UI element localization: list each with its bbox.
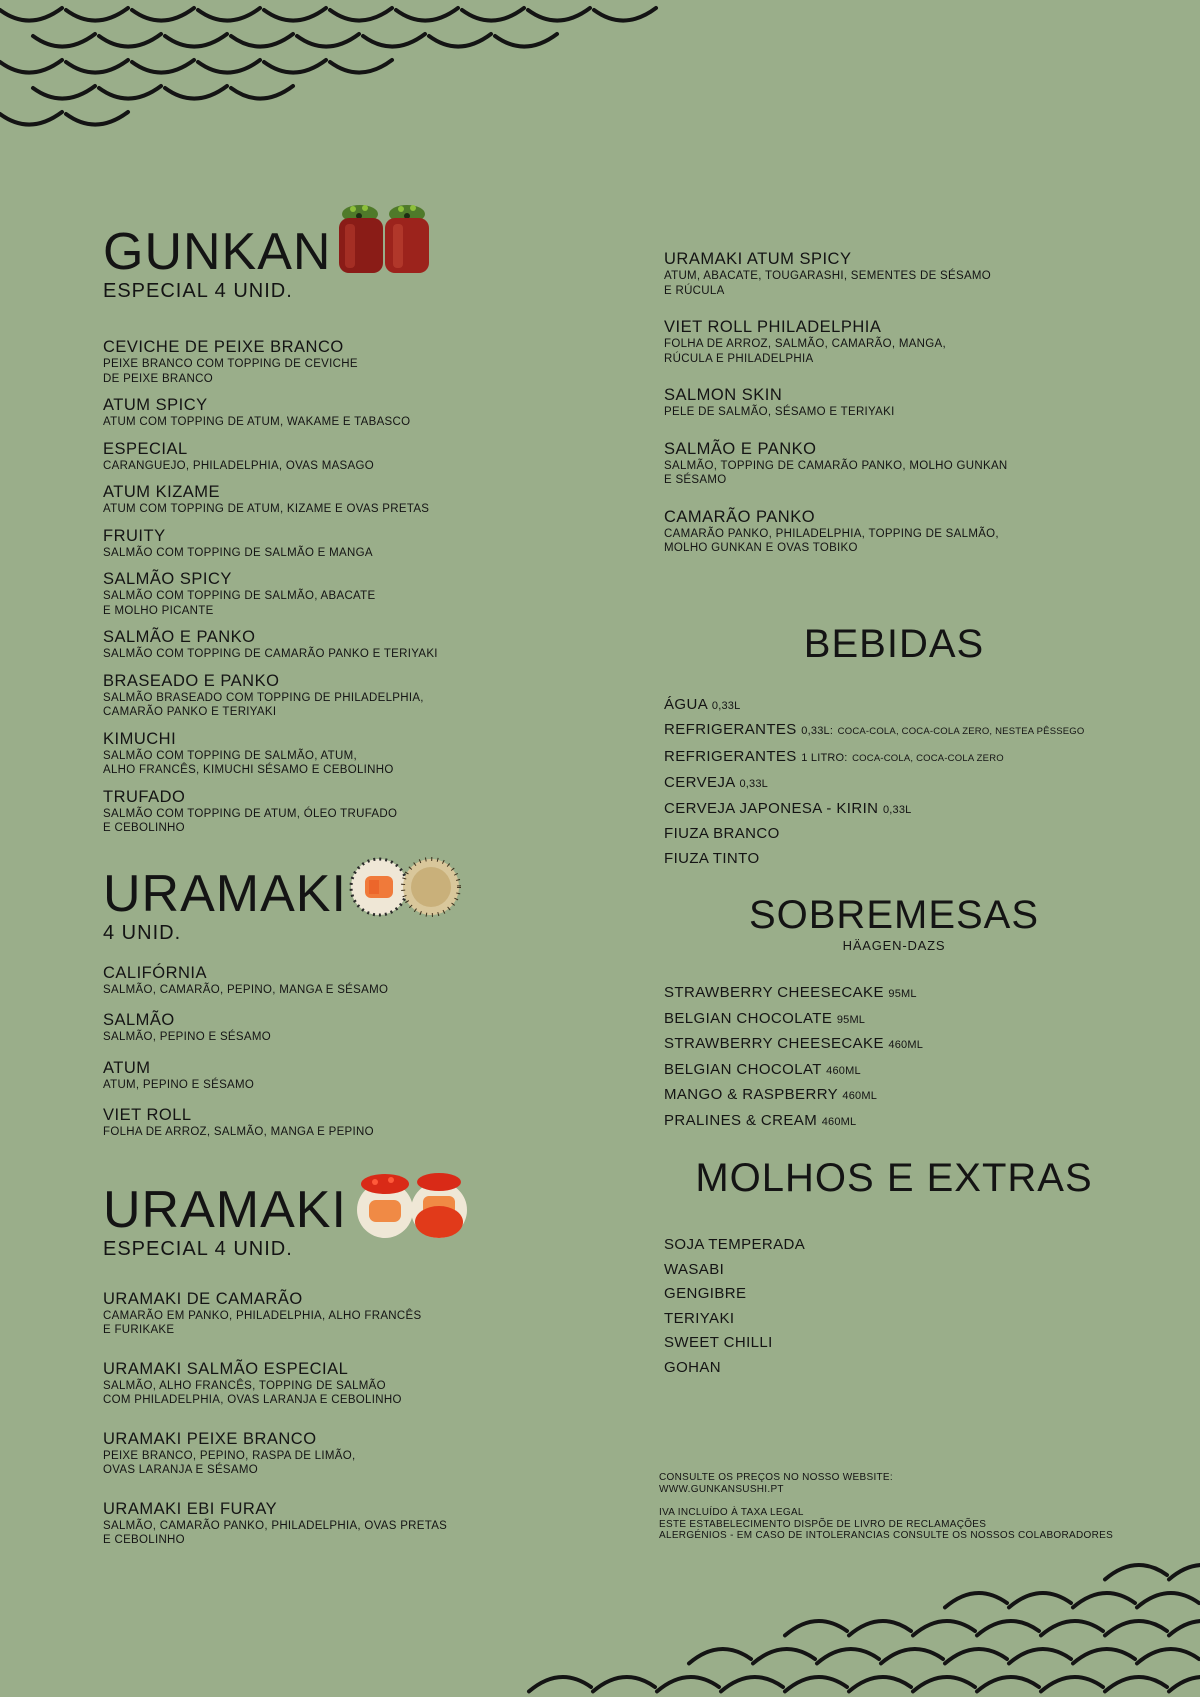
brush-stroke bbox=[785, 1621, 847, 1635]
bebidas-title: BEBIDAS bbox=[803, 621, 985, 666]
item-name: FRUITY bbox=[103, 526, 166, 545]
brush-stroke bbox=[165, 34, 227, 47]
uramaki-especial-title: URAMAKI bbox=[103, 1180, 347, 1239]
brush-stroke bbox=[657, 1677, 719, 1691]
uramaki-especial-cont-list bbox=[664, 250, 1124, 556]
brush-stroke bbox=[198, 8, 260, 21]
list-item bbox=[103, 672, 563, 720]
brush-stroke bbox=[429, 34, 491, 47]
list-item: SWEET CHILLI bbox=[664, 1334, 773, 1351]
item-desc: SALMÃO, TOPPING DE CAMARÃO PANKO, MOLHO GUNKAN E SÉSAMO bbox=[664, 459, 1008, 486]
drink-note: COCA-COLA, COCA-COLA ZERO, NESTEA PÊSSEGO bbox=[837, 726, 1085, 737]
brush-stroke bbox=[1041, 1621, 1103, 1635]
list-item bbox=[664, 1109, 1124, 1135]
brush-stroke bbox=[977, 1621, 1039, 1635]
list-item bbox=[103, 338, 563, 386]
sobremesas-subtitle: HÄAGEN-DAZS bbox=[842, 938, 946, 953]
dessert-name: BELGIAN CHOCOLATE bbox=[664, 1009, 833, 1027]
item-desc: SALMÃO COM TOPPING DE ATUM, ÓLEO TRUFADO E CEBOLINHO bbox=[103, 807, 398, 834]
brush-stroke bbox=[264, 8, 326, 21]
dessert-name: STRAWBERRY CHEESECAKE bbox=[664, 1035, 884, 1052]
item-desc: SALMÃO, CAMARÃO PANKO, PHILADELPHIA, OVAS PRETAS E CEBOLINHO bbox=[103, 1519, 448, 1546]
list-item: GOHAN bbox=[664, 1358, 722, 1376]
item-name: ATUM SPICY bbox=[103, 396, 208, 414]
item-name: SALMÃO E PANKO bbox=[103, 628, 256, 646]
brush-stroke bbox=[33, 86, 95, 99]
list-item bbox=[664, 250, 1124, 298]
bebidas-list bbox=[664, 693, 1124, 872]
brush-stroke bbox=[0, 112, 62, 125]
item-desc: SALMÃO COM TOPPING DE SALMÃO E MANGA bbox=[103, 546, 373, 559]
list-item bbox=[664, 847, 1124, 872]
list-item bbox=[664, 718, 1124, 745]
item-name: SALMÃO bbox=[103, 1011, 175, 1029]
item-desc: ATUM, ABACATE, TOUGARASHI, SEMENTES DE SÉSAMO E RÚCULA bbox=[664, 270, 992, 297]
gunkan-header bbox=[103, 190, 563, 310]
list-item bbox=[664, 1083, 1124, 1109]
list-item: GENGIBRE bbox=[664, 1285, 747, 1302]
brush-stroke bbox=[753, 1649, 815, 1663]
brush-stroke bbox=[66, 112, 128, 125]
list-item bbox=[103, 396, 563, 430]
brush-stroke bbox=[721, 1677, 783, 1691]
item-desc: PEIXE BRANCO COM TOPPING DE CEVICHE DE PEIXE BRANCO bbox=[103, 358, 358, 385]
brush-stroke bbox=[817, 1649, 879, 1663]
brush-stroke bbox=[977, 1677, 1039, 1691]
item-desc: SALMÃO COM TOPPING DE SALMÃO, ATUM, ALHO FRANCÊS, KIMUCHI SÉSAMO E CEBOLINHO bbox=[103, 749, 394, 776]
brush-stroke bbox=[231, 86, 293, 99]
drink-name: CERVEJA JAPONESA - KIRIN bbox=[664, 799, 879, 817]
dessert-name: BELGIAN CHOCOLAT bbox=[664, 1060, 822, 1078]
item-name: URAMAKI EBI FURAY bbox=[103, 1499, 278, 1518]
item-name: URAMAKI SALMÃO ESPECIAL bbox=[103, 1359, 349, 1378]
brush-stroke bbox=[198, 60, 260, 73]
item-desc: SALMÃO BRASEADO COM TOPPING DE PHILADELPHIA, CAMARÃO PANKO E TERIYAKI bbox=[103, 691, 424, 718]
brush-stroke bbox=[1105, 1677, 1167, 1691]
brush-stroke bbox=[363, 34, 425, 47]
list-item bbox=[664, 745, 1124, 772]
brush-stroke bbox=[99, 34, 161, 47]
list-item bbox=[103, 440, 563, 474]
list-item bbox=[664, 318, 1124, 366]
brush-stroke bbox=[1073, 1649, 1135, 1663]
footer-notes bbox=[659, 1472, 1124, 1542]
list-item bbox=[664, 1058, 1124, 1084]
brush-stroke bbox=[1105, 1621, 1167, 1635]
item-desc: ATUM COM TOPPING DE ATUM, KIZAME E OVAS PRETAS bbox=[103, 503, 430, 515]
item-desc: PELE DE SALMÃO, SÉSAMO E TERIYAKI bbox=[664, 406, 895, 418]
uramaki-especial-sushi-image-icon bbox=[355, 1170, 473, 1242]
brush-stroke bbox=[593, 1677, 655, 1691]
brush-stroke bbox=[66, 8, 128, 21]
list-item bbox=[103, 1106, 563, 1140]
brush-stroke bbox=[297, 34, 359, 47]
wave-pattern-top-icon bbox=[0, 0, 700, 160]
uramaki-list bbox=[103, 964, 563, 1140]
sobremesas-section bbox=[664, 893, 1124, 1134]
item-name: KIMUCHI bbox=[103, 729, 177, 748]
item-name: VIET ROLL bbox=[103, 1106, 192, 1124]
molhos-list bbox=[664, 1233, 1124, 1380]
drink-qty: 1 LITRO: bbox=[801, 751, 848, 764]
dessert-qty: 460ML bbox=[888, 1039, 924, 1051]
item-desc: PEIXE BRANCO, PEPINO, RASPA DE LIMÃO, OVAS LARANJA E SÉSAMO bbox=[103, 1449, 356, 1476]
brush-stroke bbox=[913, 1621, 975, 1635]
item-name: BRASEADO E PANKO bbox=[103, 671, 280, 690]
brush-stroke bbox=[881, 1649, 943, 1663]
footer-website-link[interactable]: WWW.GUNKANSUSHI.PT bbox=[659, 1483, 784, 1495]
wave-pattern-bottom-icon bbox=[500, 1537, 1200, 1697]
item-name: CALIFÓRNIA bbox=[103, 963, 208, 982]
item-name: SALMON SKIN bbox=[664, 386, 783, 404]
item-desc: SALMÃO, CAMARÃO, PEPINO, MANGA E SÉSAMO bbox=[103, 983, 389, 996]
dessert-name: PRALINES & CREAM bbox=[664, 1111, 818, 1129]
brush-stroke bbox=[1137, 1649, 1199, 1663]
list-item bbox=[664, 693, 1124, 719]
item-name: URAMAKI DE CAMARÃO bbox=[103, 1289, 303, 1308]
item-desc: SALMÃO, PEPINO E SÉSAMO bbox=[103, 1031, 271, 1043]
drink-note: COCA-COLA, COCA-COLA ZERO bbox=[852, 752, 1004, 764]
drink-name: CERVEJA bbox=[664, 774, 735, 791]
brush-stroke bbox=[165, 86, 227, 99]
item-desc: FOLHA DE ARROZ, SALMÃO, CAMARÃO, MANGA, RÚCULA E PHILADELPHIA bbox=[664, 338, 947, 365]
list-item bbox=[103, 1360, 563, 1408]
item-desc: SALMÃO COM TOPPING DE SALMÃO, ABACATE E MOLHO PICANTE bbox=[103, 590, 376, 617]
brush-stroke bbox=[330, 8, 392, 21]
drink-name: FIUZA TINTO bbox=[664, 849, 760, 867]
uramaki-especial-subtitle: ESPECIAL 4 UNID. bbox=[103, 1237, 293, 1260]
dessert-qty: 460ML bbox=[821, 1115, 857, 1128]
list-item bbox=[103, 964, 563, 998]
brush-stroke bbox=[849, 1677, 911, 1691]
uramaki-title: URAMAKI bbox=[103, 864, 347, 923]
brush-stroke bbox=[231, 34, 293, 47]
dessert-name: STRAWBERRY CHEESECAKE bbox=[664, 984, 884, 1001]
list-item bbox=[664, 440, 1124, 488]
brush-stroke bbox=[264, 60, 326, 73]
brush-stroke bbox=[66, 60, 128, 73]
list-item bbox=[103, 730, 563, 778]
dessert-name: MANGO & RASPBERRY bbox=[664, 1086, 838, 1103]
sobremesas-list bbox=[664, 981, 1124, 1134]
drink-name: ÁGUA bbox=[664, 695, 708, 713]
brush-stroke bbox=[1137, 1593, 1199, 1607]
drink-qty: 0,33L bbox=[739, 778, 768, 790]
brush-stroke bbox=[495, 34, 557, 47]
brush-stroke bbox=[913, 1677, 975, 1691]
brush-stroke bbox=[1169, 1565, 1200, 1579]
list-item: TERIYAKI bbox=[664, 1309, 735, 1327]
left-column bbox=[103, 190, 563, 1558]
brush-stroke bbox=[99, 86, 161, 99]
sobremesas-title: SOBREMESAS bbox=[748, 893, 1040, 937]
brush-stroke bbox=[1041, 1677, 1103, 1691]
list-item bbox=[103, 1500, 563, 1548]
item-name: URAMAKI ATUM SPICY bbox=[664, 250, 852, 268]
list-item bbox=[103, 527, 563, 561]
dessert-qty: 95ML bbox=[836, 1013, 866, 1026]
brush-stroke bbox=[1009, 1593, 1071, 1607]
footer-allergens-note: ALERGÉNIOS - EM CASO DE INTOLERANCIAS CONSULTE OS NOSSOS COLABORADORES bbox=[659, 1530, 1114, 1541]
gunkan-sushi-image-icon bbox=[335, 200, 435, 280]
list-item bbox=[103, 483, 563, 517]
brush-stroke bbox=[945, 1593, 1007, 1607]
brush-stroke bbox=[689, 1649, 751, 1663]
brush-stroke bbox=[33, 34, 95, 47]
item-desc: SALMÃO COM TOPPING DE CAMARÃO PANKO E TERIYAKI bbox=[103, 648, 438, 660]
brush-stroke bbox=[1169, 1677, 1200, 1691]
molhos-section bbox=[664, 1156, 1124, 1380]
brush-stroke bbox=[1009, 1649, 1071, 1663]
gunkan-list bbox=[103, 338, 563, 836]
list-item bbox=[664, 1032, 1124, 1058]
list-item bbox=[103, 1430, 563, 1478]
brush-stroke bbox=[0, 8, 62, 21]
list-item bbox=[664, 797, 1124, 823]
item-name: VIET ROLL PHILADELPHIA bbox=[664, 318, 882, 336]
list-item bbox=[664, 386, 1124, 420]
item-name: SALMÃO SPICY bbox=[103, 570, 232, 588]
list-item bbox=[664, 1007, 1124, 1033]
item-name: CAMARÃO PANKO bbox=[664, 507, 816, 526]
brush-stroke bbox=[1105, 1565, 1167, 1579]
item-desc: CAMARÃO EM PANKO, PHILADELPHIA, ALHO FRANCÊS E FURIKAKE bbox=[103, 1309, 422, 1336]
drink-name: FIUZA BRANCO bbox=[664, 825, 780, 842]
brush-stroke bbox=[785, 1677, 847, 1691]
gunkan-subtitle: ESPECIAL 4 UNID. bbox=[103, 280, 293, 302]
item-name: ATUM KIZAME bbox=[103, 483, 221, 501]
footer-prices-note: CONSULTE OS PREÇOS NO NOSSO WEBSITE: bbox=[659, 1472, 893, 1483]
list-item bbox=[664, 981, 1124, 1007]
item-name: SALMÃO E PANKO bbox=[664, 439, 817, 458]
item-desc: CAMARÃO PANKO, PHILADELPHIA, TOPPING DE SALMÃO, MOLHO GUNKAN E OVAS TOBIKO bbox=[664, 527, 999, 554]
item-name: URAMAKI PEIXE BRANCO bbox=[103, 1429, 317, 1448]
brush-stroke bbox=[132, 8, 194, 21]
brush-stroke bbox=[330, 60, 392, 73]
item-name: CEVICHE DE PEIXE BRANCO bbox=[103, 338, 344, 356]
right-column bbox=[659, 250, 1124, 1542]
list-item bbox=[103, 570, 563, 618]
brush-stroke bbox=[396, 8, 458, 21]
brush-stroke bbox=[1169, 1621, 1200, 1635]
item-desc: ATUM COM TOPPING DE ATUM, WAKAME E TABASCO bbox=[103, 416, 411, 428]
uramaki-subtitle: 4 UNID. bbox=[103, 921, 182, 944]
list-item bbox=[103, 1059, 563, 1093]
list-item bbox=[103, 788, 563, 836]
list-item bbox=[103, 1290, 563, 1338]
gunkan-title: GUNKAN bbox=[103, 223, 332, 281]
uramaki-especial-list bbox=[103, 1290, 563, 1548]
brush-stroke bbox=[0, 60, 62, 73]
list-item bbox=[664, 771, 1124, 797]
drink-name: REFRIGERANTES bbox=[664, 721, 797, 738]
drink-qty: 0,33L: bbox=[801, 725, 834, 737]
footer-complaints-note: ESTE ESTABELECIMENTO DISPÕE DE LIVRO DE RECLAMAÇÕES bbox=[659, 1518, 987, 1530]
list-item bbox=[103, 1011, 563, 1045]
brush-stroke bbox=[945, 1649, 1007, 1663]
brush-stroke bbox=[849, 1621, 911, 1635]
list-item bbox=[103, 628, 563, 662]
dessert-qty: 95ML bbox=[888, 988, 917, 1000]
dessert-qty: 460ML bbox=[842, 1090, 878, 1102]
brush-stroke bbox=[462, 8, 524, 21]
list-item bbox=[664, 822, 1124, 847]
bebidas-section bbox=[664, 622, 1124, 872]
item-desc: CARANGUEJO, PHILADELPHIA, OVAS MASAGO bbox=[103, 459, 374, 472]
drink-qty: 0,33L bbox=[882, 803, 912, 816]
item-name: ESPECIAL bbox=[103, 439, 188, 458]
molhos-title: MOLHOS E EXTRAS bbox=[695, 1156, 1093, 1200]
item-desc: FOLHA DE ARROZ, SALMÃO, MANGA E PEPINO bbox=[103, 1126, 374, 1138]
item-desc: ATUM, PEPINO E SÉSAMO bbox=[103, 1078, 255, 1091]
item-name: TRUFADO bbox=[103, 787, 186, 806]
list-item: SOJA TEMPERADA bbox=[664, 1236, 806, 1253]
uramaki-sushi-image-icon bbox=[349, 854, 465, 920]
list-item: WASABI bbox=[664, 1260, 725, 1278]
uramaki-especial-header bbox=[103, 1166, 563, 1276]
brush-stroke bbox=[528, 8, 590, 21]
dessert-qty: 460ML bbox=[826, 1064, 861, 1077]
list-item bbox=[664, 508, 1124, 556]
brush-stroke bbox=[529, 1677, 591, 1691]
brush-stroke bbox=[1073, 1593, 1135, 1607]
drink-qty: 0,33L bbox=[711, 699, 741, 712]
brush-stroke bbox=[132, 60, 194, 73]
item-desc: SALMÃO, ALHO FRANCÊS, TOPPING DE SALMÃO COM PHILADELPHIA, OVAS LARANJA E CEBOLINHO bbox=[103, 1379, 402, 1406]
uramaki-header bbox=[103, 854, 563, 954]
brush-stroke bbox=[594, 8, 656, 21]
item-name: ATUM bbox=[103, 1058, 151, 1077]
drink-name: REFRIGERANTES bbox=[664, 747, 797, 765]
footer-vat-note: IVA INCLUÍDO À TAXA LEGAL bbox=[659, 1507, 804, 1518]
